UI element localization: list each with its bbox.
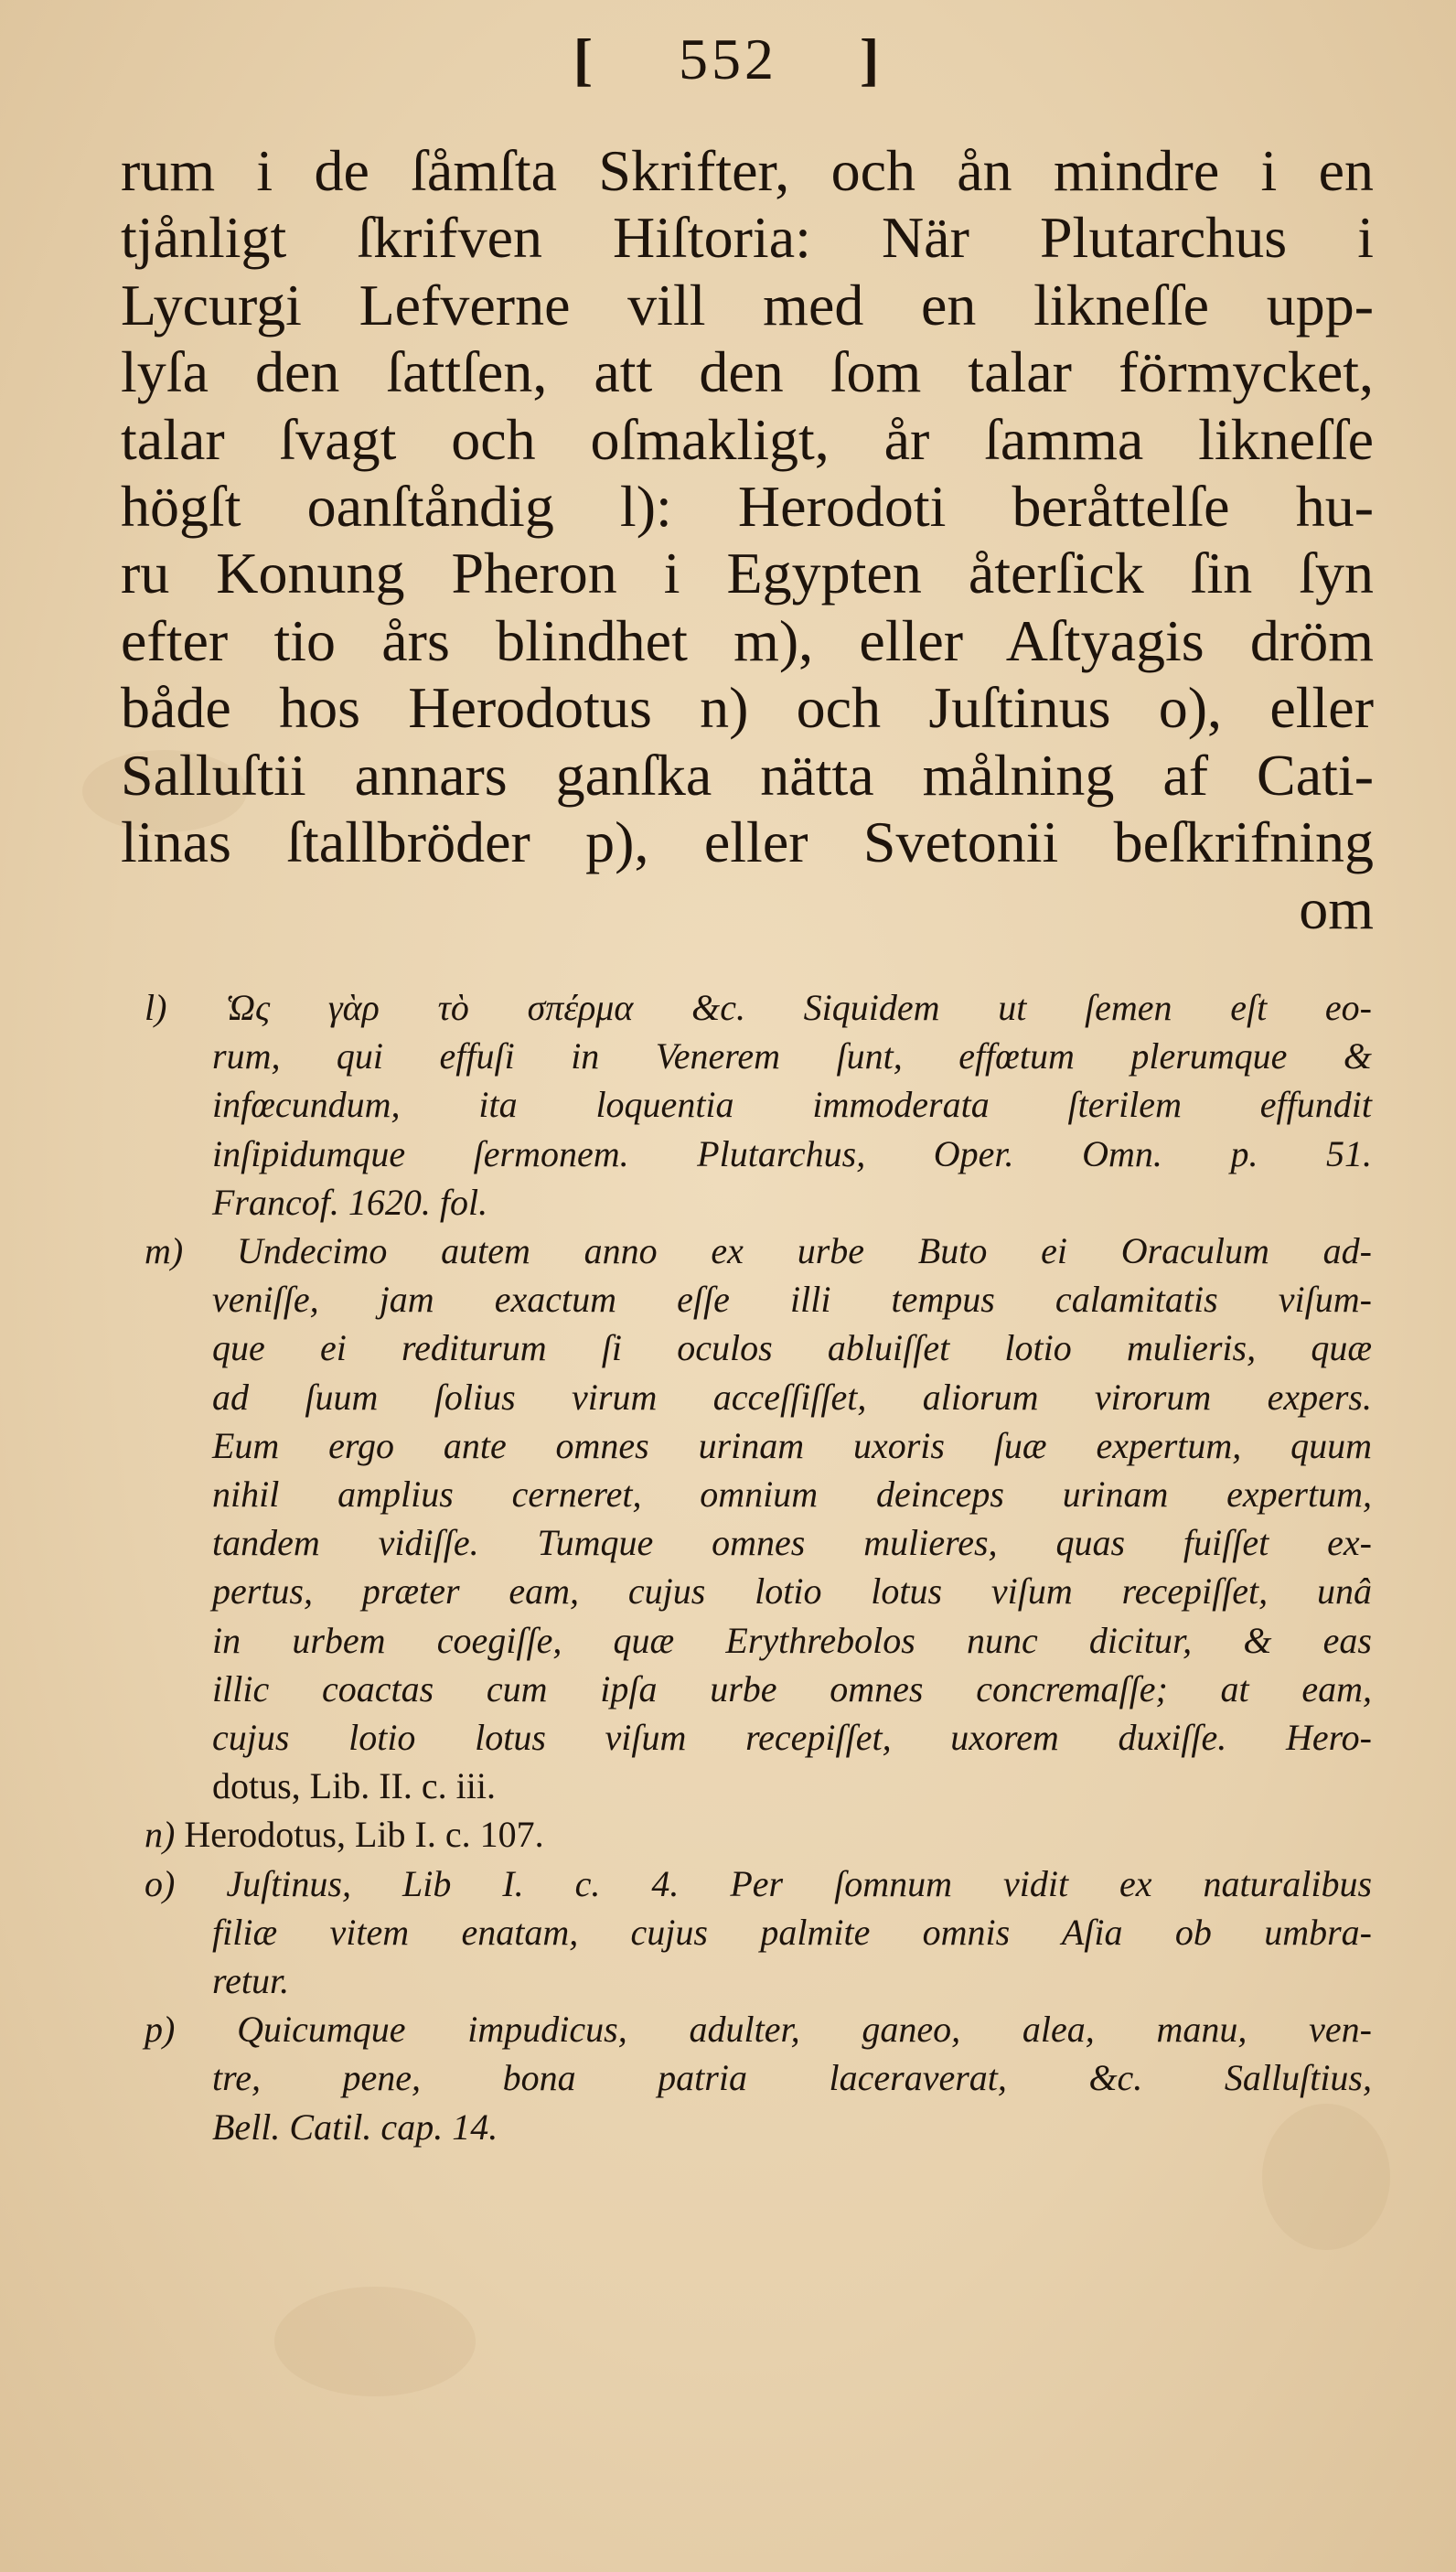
footnote-m-line: illic coactas cum ipſa urbe omnes concremaſſe; at eam, — [212, 1667, 1372, 1709]
footnote-p-line: Bell. Catil. cap. 14. — [212, 2106, 498, 2148]
body-line: talar ſvagt och oſmakligt, år ſamma likneſſe — [121, 406, 1374, 472]
footnotes — [145, 983, 1372, 2151]
footnote-m-line: dotus, Lib. II. c. iii. — [212, 1765, 496, 1807]
footnote-m-line: in urbem coegiſſe, quæ Erythrebolos nunc dicitur, & eas — [212, 1619, 1372, 1661]
footnote-l-line: inſipidumque ſermonem. Plutarchus, Oper. Omn. p. 51. — [212, 1132, 1372, 1174]
footnote-m-line: pertus, præter eam, cujus lotio lotus viſum recepiſſet, unâ — [212, 1570, 1372, 1613]
footnote-m-line: veniſſe, jam exactum eſſe illi tempus calamitatis viſum- — [212, 1279, 1372, 1321]
header-bracket-right: ] — [860, 27, 883, 91]
body-line: Lycurgi Lefverne vill med en likneſſe upp- — [121, 272, 1374, 338]
footnote-marker: p) — [145, 2009, 176, 2051]
footnote-m-line: que ei rediturum ſi oculos abluiſſet lotio mulieris, quæ — [212, 1327, 1372, 1369]
header-bracket-left: [ — [573, 27, 596, 91]
body-line: rum i de ſåmſta Skrifter, och ån mindre i en — [121, 138, 1374, 203]
footnote-m-line: cujus lotio lotus viſum recepiſſet, uxorem duxiſſe. Hero- — [212, 1717, 1372, 1759]
footnote-l-line: Francof. 1620. fol. — [212, 1181, 488, 1223]
body-line: efter tio års blindhet m), eller Aſtyagis dröm — [121, 607, 1374, 673]
footnote-marker: l) — [145, 987, 167, 1028]
body-line: lyſa den ſattſen, att den ſom talar förmycket, — [121, 339, 1374, 405]
footnote-l-line: l) Ὡς γὰρ τὸ σπέρμα &c. Siquidem ut ſemen eſt eo- — [145, 987, 1373, 1028]
paper-stain — [274, 2287, 476, 2396]
page-header — [0, 26, 1456, 93]
footnote-o-line: filiæ vitem enatam, cujus palmite omnis Aſia ob umbra- — [212, 1911, 1372, 1953]
page-number: 552 — [679, 27, 777, 91]
footnote-m-line: Eum ergo ante omnes urinam uxoris ſuæ expertum, quum — [212, 1424, 1372, 1466]
body-line: både hos Herodotus n) och Juſtinus o), eller — [121, 675, 1374, 741]
body-line: linas ſtallbröder p), eller Svetonii beſkrifning — [121, 809, 1374, 875]
footnote-l-line: rum, qui effuſi in Venerem ſunt, effœtum plerumque & — [212, 1035, 1372, 1077]
footnote-o-line: retur. — [212, 1960, 290, 2002]
footnote-marker: o) — [145, 1862, 176, 1904]
footnote-l-line: infœcundum, ita loquentia immoderata ſterilem effundit — [212, 1084, 1372, 1126]
body-line: ru Konung Pheron i Egypten återſick ſin ſyn — [121, 541, 1374, 606]
footnote-m-line: ad ſuum ſolius virum acceſſiſſet, aliorum virorum expers. — [212, 1376, 1372, 1418]
main-text — [121, 137, 1374, 943]
footnote-marker: n) — [145, 1814, 176, 1856]
catchword: om — [1299, 876, 1374, 942]
body-line: högſt oanſtåndig l): Herodoti beråttelſe hu- — [121, 474, 1374, 540]
footnote-m-line: nihil amplius cerneret, omnium deinceps urinam expertum, — [212, 1474, 1372, 1516]
footnote-n-line: n) Herodotus, Lib I. c. 107. — [145, 1814, 544, 1856]
footnote-o-line: o) Juſtinus, Lib I. c. 4. Per ſomnum vidit ex naturalibus — [145, 1862, 1373, 1904]
footnote-p-line: tre, pene, bona patria laceraverat, &c. Salluſtius, — [212, 2057, 1372, 2099]
footnote-marker: m) — [145, 1230, 184, 1272]
footnote-m-line: m) Undecimo autem anno ex urbe Buto ei Oraculum ad- — [145, 1230, 1372, 1272]
footnote-p-line: p) Quicumque impudicus, adulter, ganeo, alea, manu, ven- — [145, 2009, 1373, 2051]
body-line: tjånligt ſkrifven Hiſtoria: När Plutarchus i — [121, 205, 1374, 271]
footnote-m-line: tandem vidiſſe. Tumque omnes mulieres, quas fuiſſet ex- — [212, 1522, 1372, 1564]
body-line: Salluſtii annars ganſka nätta målning af Cati- — [121, 742, 1374, 808]
